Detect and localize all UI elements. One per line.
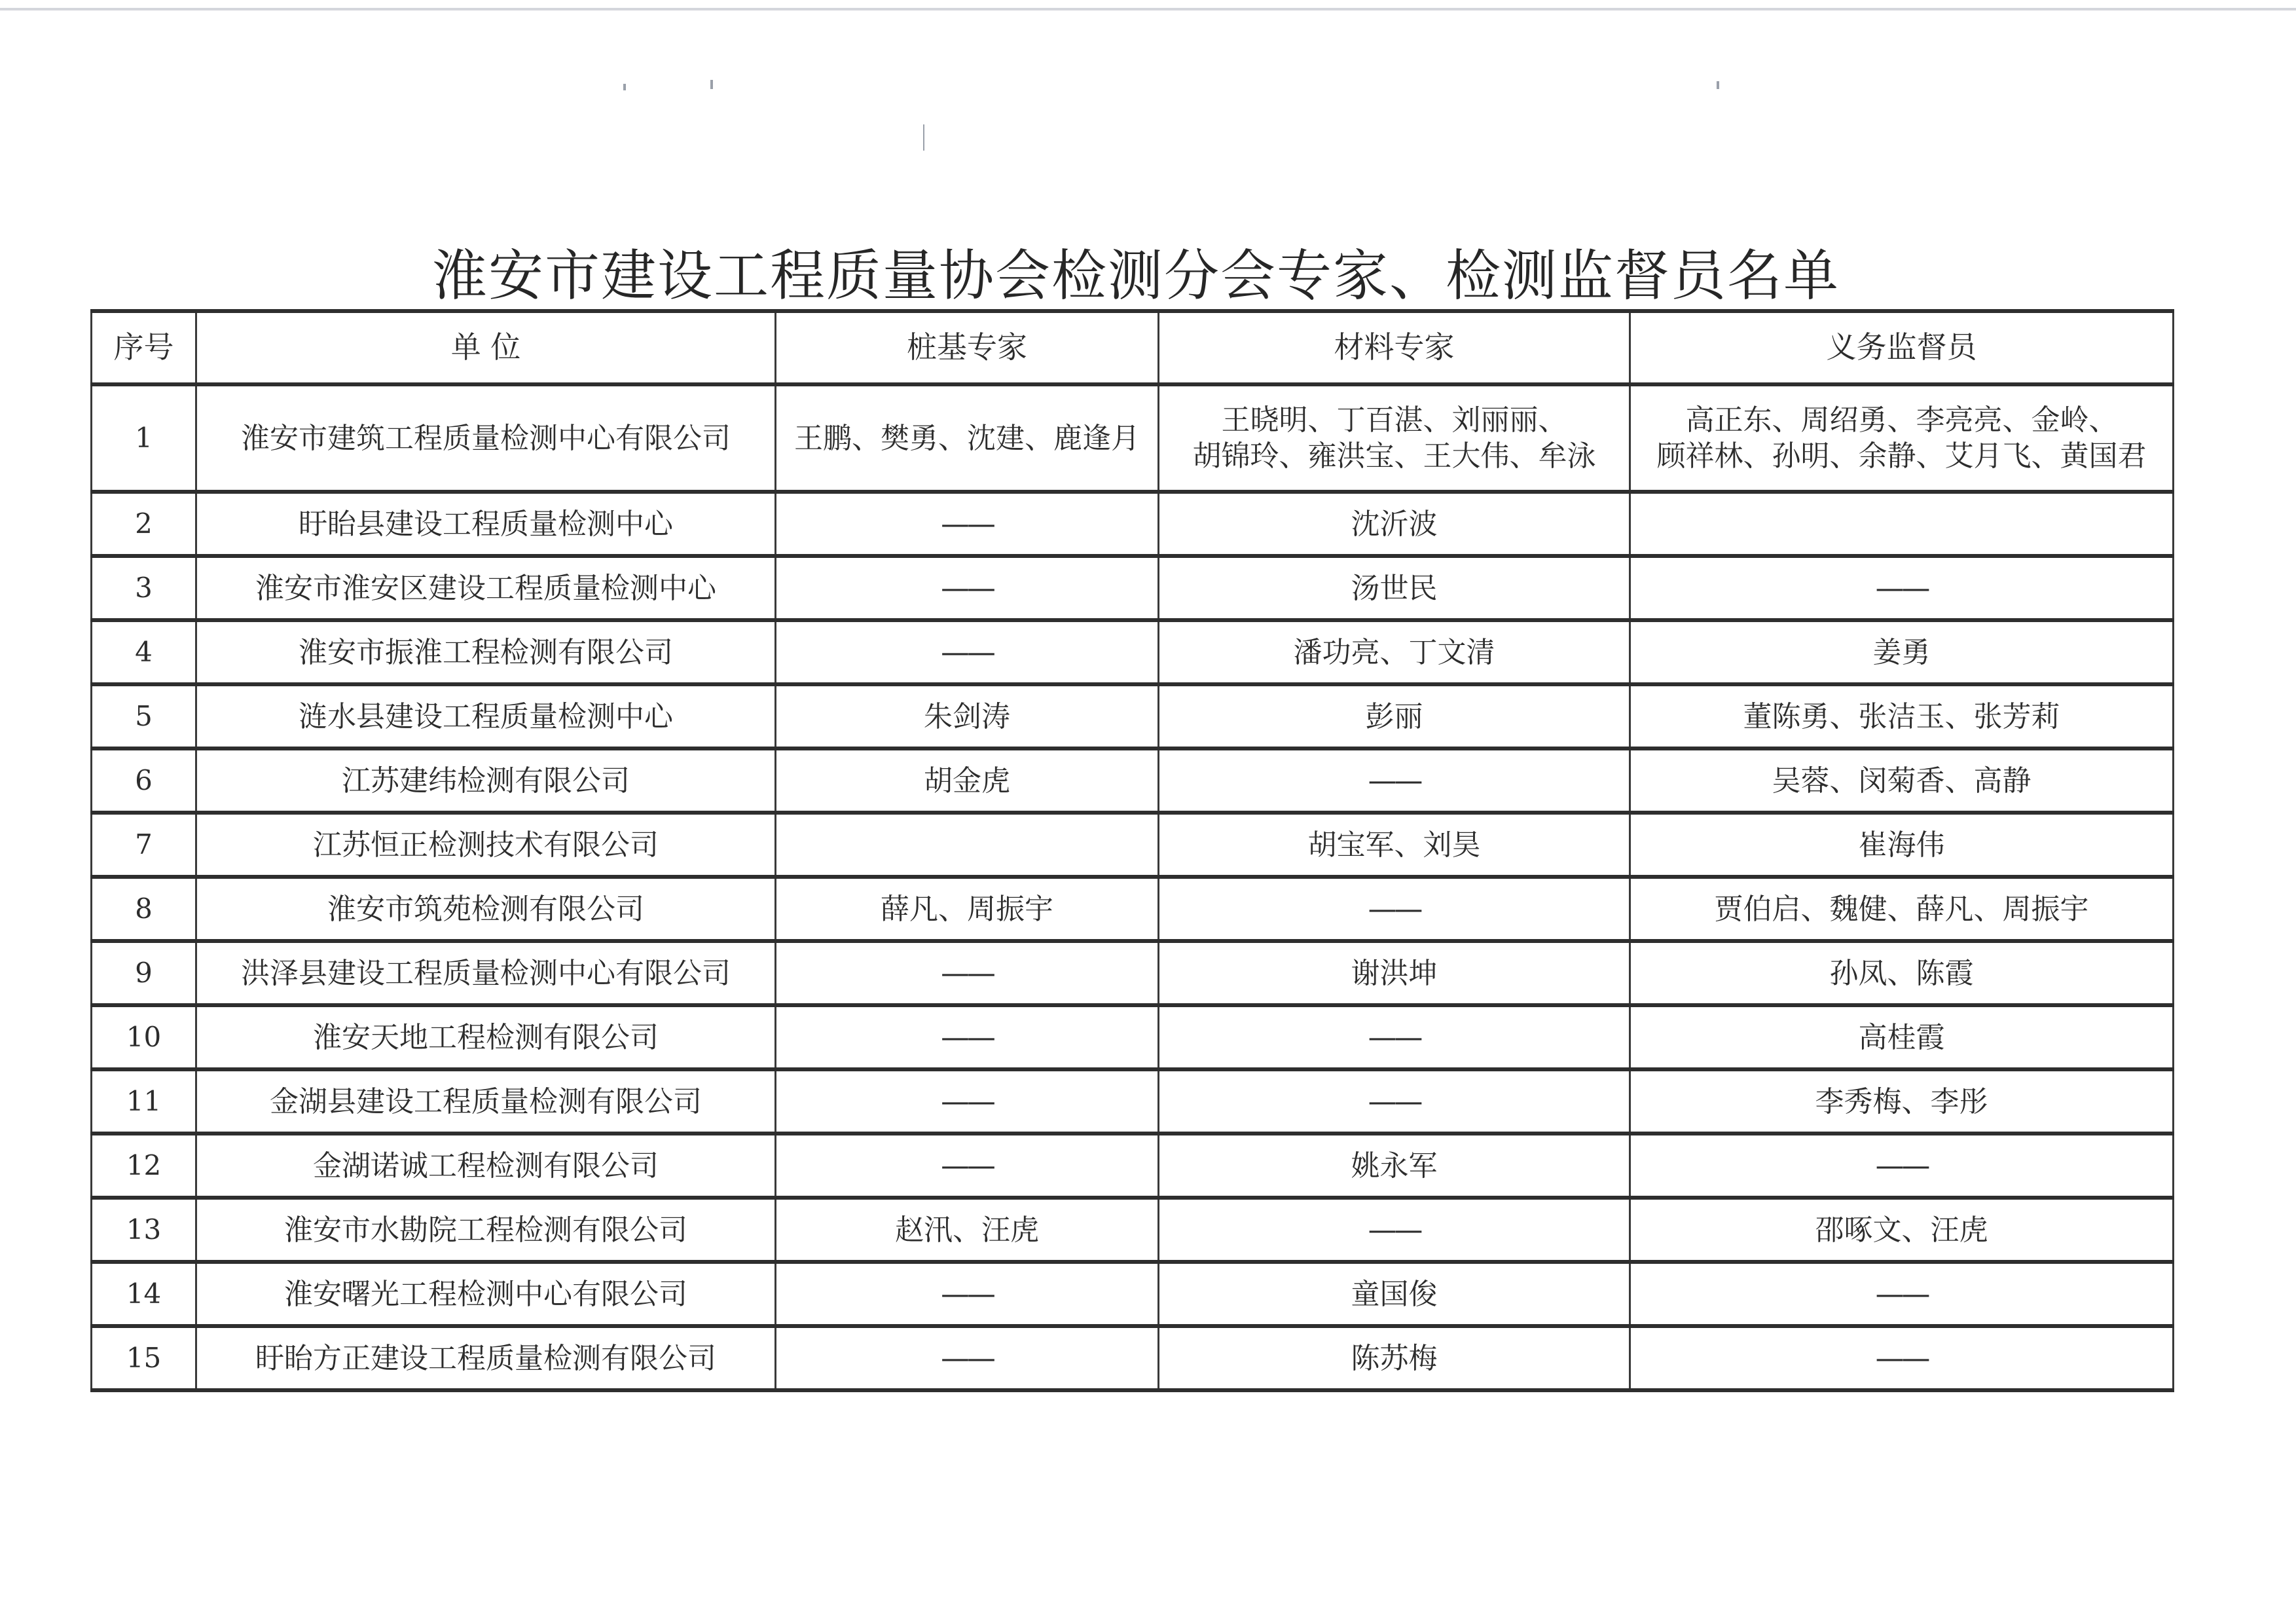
- table-row: [92, 1326, 2174, 1390]
- row-material-experts: 汤世民: [1159, 556, 1630, 620]
- row-material-experts: ——: [1159, 1005, 1630, 1069]
- row-unit: 金湖县建设工程质量检测有限公司: [196, 1069, 776, 1134]
- row-index: 15: [92, 1326, 196, 1390]
- row-supervisors: 李秀梅、李彤: [1630, 1069, 2174, 1134]
- row-unit: 淮安天地工程检测有限公司: [196, 1005, 776, 1069]
- row-pile-experts: 薛凡、周振宇: [776, 877, 1159, 941]
- row-supervisors: 邵啄文、汪虎: [1630, 1198, 2174, 1262]
- row-material-experts: ——: [1159, 877, 1630, 941]
- scan-speck: [623, 84, 626, 90]
- table-row: [92, 1005, 2174, 1069]
- row-pile-experts: ——: [776, 941, 1159, 1005]
- row-index: 4: [92, 620, 196, 684]
- row-index: 12: [92, 1134, 196, 1198]
- table-row: [92, 1198, 2174, 1262]
- scan-speck: [923, 124, 924, 151]
- row-material-experts: 谢洪坤: [1159, 941, 1630, 1005]
- table-row: [92, 1134, 2174, 1198]
- row-unit: 淮安曙光工程检测中心有限公司: [196, 1262, 776, 1326]
- row-pile-experts: ——: [776, 1134, 1159, 1198]
- scan-edge: [0, 0, 2296, 10]
- row-supervisors: 崔海伟: [1630, 813, 2174, 877]
- table-row: [92, 684, 2174, 748]
- scan-speck: [710, 80, 713, 89]
- row-pile-experts: [776, 813, 1159, 877]
- row-supervisors: 董陈勇、张洁玉、张芳莉: [1630, 684, 2174, 748]
- row-pile-experts: 胡金虎: [776, 748, 1159, 813]
- header-pile-experts: 桩基专家: [776, 311, 1159, 384]
- table-row: [92, 384, 2174, 492]
- row-material-experts: 潘功亮、丁文清: [1159, 620, 1630, 684]
- row-supervisors: [1630, 492, 2174, 556]
- row-material-experts: 童国俊: [1159, 1262, 1630, 1326]
- row-material-experts: 彭丽: [1159, 684, 1630, 748]
- row-material-experts: ——: [1159, 748, 1630, 813]
- row-unit: 江苏恒正检测技术有限公司: [196, 813, 776, 877]
- row-index: 3: [92, 556, 196, 620]
- row-supervisors: [1630, 384, 2174, 492]
- row-unit: 淮安市水勘院工程检测有限公司: [196, 1198, 776, 1262]
- row-pile-experts: ——: [776, 492, 1159, 556]
- header-index: 序号: [92, 311, 196, 384]
- expert-roster-table: [90, 309, 2174, 1392]
- row-unit: 洪泽县建设工程质量检测中心有限公司: [196, 941, 776, 1005]
- row-unit: 金湖诺诚工程检测有限公司: [196, 1134, 776, 1198]
- header-unit: 单 位: [196, 311, 776, 384]
- row-material-experts: ——: [1159, 1198, 1630, 1262]
- row-pile-experts: ——: [776, 620, 1159, 684]
- supervisors-line: 高正东、周绍勇、李亮亮、金岭、: [1685, 403, 2118, 437]
- row-index: 1: [92, 384, 196, 492]
- row-supervisors: 孙凤、陈霞: [1630, 941, 2174, 1005]
- table-row: [92, 1262, 2174, 1326]
- table-header-row: [92, 311, 2174, 384]
- row-index: 11: [92, 1069, 196, 1134]
- row-material-experts: ——: [1159, 1069, 1630, 1134]
- row-supervisors: 姜勇: [1630, 620, 2174, 684]
- row-pile-experts: ——: [776, 1262, 1159, 1326]
- row-material-experts: 姚永军: [1159, 1134, 1630, 1198]
- row-unit: 江苏建纬检测有限公司: [196, 748, 776, 813]
- document-title: 淮安市建设工程质量协会检测分会专家、检测监督员名单: [431, 244, 1840, 308]
- material-experts-line: 王晓明、丁百湛、刘丽丽、: [1221, 403, 1567, 437]
- row-supervisors: ——: [1630, 1326, 2174, 1390]
- row-supervisors: ——: [1630, 1134, 2174, 1198]
- row-material-experts: 沈沂波: [1159, 492, 1630, 556]
- row-index: 8: [92, 877, 196, 941]
- row-index: 2: [92, 492, 196, 556]
- scan-speck: [1717, 81, 1719, 89]
- row-unit: 淮安市筑苑检测有限公司: [196, 877, 776, 941]
- table-row: [92, 620, 2174, 684]
- row-pile-experts: 赵汛、汪虎: [776, 1198, 1159, 1262]
- row-pile-experts: ——: [776, 1005, 1159, 1069]
- row-unit: 盱眙方正建设工程质量检测有限公司: [196, 1326, 776, 1390]
- row-material-experts: 陈苏梅: [1159, 1326, 1630, 1390]
- row-pile-experts: ——: [776, 1069, 1159, 1134]
- row-material-experts: 胡宝军、刘昊: [1159, 813, 1630, 877]
- supervisors-line: 顾祥林、孙明、余静、艾月飞、黄国君: [1656, 439, 2147, 473]
- row-supervisors: 高桂霞: [1630, 1005, 2174, 1069]
- material-experts-line: 胡锦玲、雍洪宝、王大伟、牟泳: [1192, 439, 1596, 473]
- row-pile-experts: ——: [776, 1326, 1159, 1390]
- table-row: [92, 556, 2174, 620]
- row-index: 13: [92, 1198, 196, 1262]
- row-unit: 淮安市振淮工程检测有限公司: [196, 620, 776, 684]
- row-pile-experts: ——: [776, 556, 1159, 620]
- row-index: 9: [92, 941, 196, 1005]
- header-supervisors: 义务监督员: [1630, 311, 2174, 384]
- row-pile-experts: 朱剑涛: [776, 684, 1159, 748]
- row-index: 6: [92, 748, 196, 813]
- row-index: 14: [92, 1262, 196, 1326]
- row-unit: 涟水县建设工程质量检测中心: [196, 684, 776, 748]
- table-row: [92, 941, 2174, 1005]
- row-unit: 淮安市淮安区建设工程质量检测中心: [196, 556, 776, 620]
- table-row: [92, 492, 2174, 556]
- table-row: [92, 877, 2174, 941]
- row-unit: 淮安市建筑工程质量检测中心有限公司: [196, 384, 776, 492]
- header-material-experts: 材料专家: [1159, 311, 1630, 384]
- row-supervisors: ——: [1630, 1262, 2174, 1326]
- row-supervisors: 吴蓉、闵菊香、高静: [1630, 748, 2174, 813]
- row-supervisors: ——: [1630, 556, 2174, 620]
- row-supervisors: 贾伯启、魏健、薛凡、周振宇: [1630, 877, 2174, 941]
- row-unit: 盱眙县建设工程质量检测中心: [196, 492, 776, 556]
- table-row: [92, 813, 2174, 877]
- table-row: [92, 1069, 2174, 1134]
- row-pile-experts: 王鹏、樊勇、沈建、鹿逢月: [776, 384, 1159, 492]
- row-index: 7: [92, 813, 196, 877]
- row-index: 5: [92, 684, 196, 748]
- table-row: [92, 748, 2174, 813]
- row-index: 10: [92, 1005, 196, 1069]
- row-material-experts: [1159, 384, 1630, 492]
